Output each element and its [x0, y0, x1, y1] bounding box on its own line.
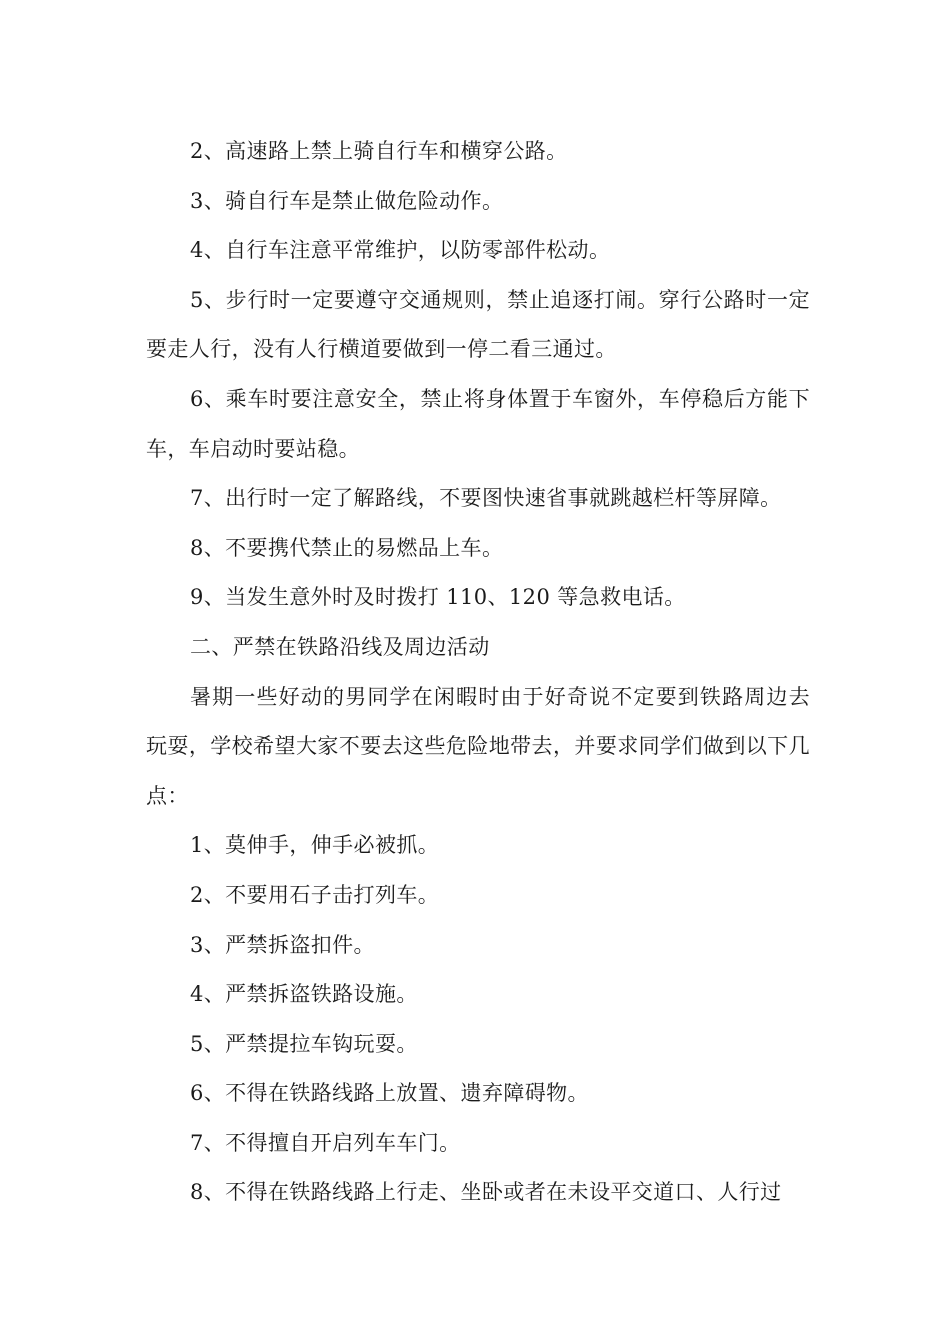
- paragraph-flammables: 8、不要携代禁止的易燃品上车。: [190, 535, 504, 560]
- list-item-railway-4: 4、严禁拆盗铁路设施。: [190, 982, 418, 1007]
- paragraph-bicycle-maintenance: 4、自行车注意平常维护，以防零部件松动。: [190, 238, 611, 263]
- paragraph-bicycle-highway: 2、高速路上禁上骑自行车和横穿公路。: [190, 139, 568, 163]
- list-item-railway-8: 8、不得在铁路线路上行走、坐卧或者在未设平交道口、人行过: [190, 1180, 782, 1205]
- list-item-railway-2: 2、不要用石子击打列车。: [190, 882, 440, 907]
- document-body: [146, 127, 810, 1218]
- paragraph-emergency-calls: 9、当发生意外时及时拨打 110、120 等急救电话。: [190, 585, 686, 610]
- paragraph-railway-intro: 暑期一些好动的男同学在闲暇时由于好奇说不定要到铁路周边去玩耍，学校希望大家不要去这些危险地带去，并要求同学们做到以下几点：: [146, 684, 810, 808]
- list-item-railway-6: 6、不得在铁路线路上放置、遗弃障碍物。: [190, 1081, 589, 1106]
- section-heading-railway: 二、严禁在铁路沿线及周边活动: [190, 634, 490, 659]
- list-item-railway-7: 7、不得擅自开启列车车门。: [190, 1130, 461, 1155]
- list-item-railway-5: 5、严禁提拉车钩玩耍。: [190, 1031, 418, 1056]
- list-item-railway-3: 3、严禁拆盗扣件。: [190, 932, 375, 957]
- paragraph-riding-safety: 6、乘车时要注意安全，禁止将身体置于车窗外，车停稳后方能下车，车启动时要站稳。: [146, 386, 810, 461]
- list-item-railway-1: 1、莫伸手，伸手必被抓。: [190, 833, 440, 858]
- paragraph-bicycle-stunts: 3、骑自行车是禁止做危险动作。: [190, 188, 504, 213]
- paragraph-walking-rules: 5、步行时一定要遵守交通规则，禁止追逐打闹。穿行公路时一定要走人行，没有人行横道要做到一停二看三通过。: [146, 287, 810, 362]
- paragraph-route-planning: 7、出行时一定了解路线，不要图快速省事就跳越栏杆等屏障。: [190, 486, 782, 511]
